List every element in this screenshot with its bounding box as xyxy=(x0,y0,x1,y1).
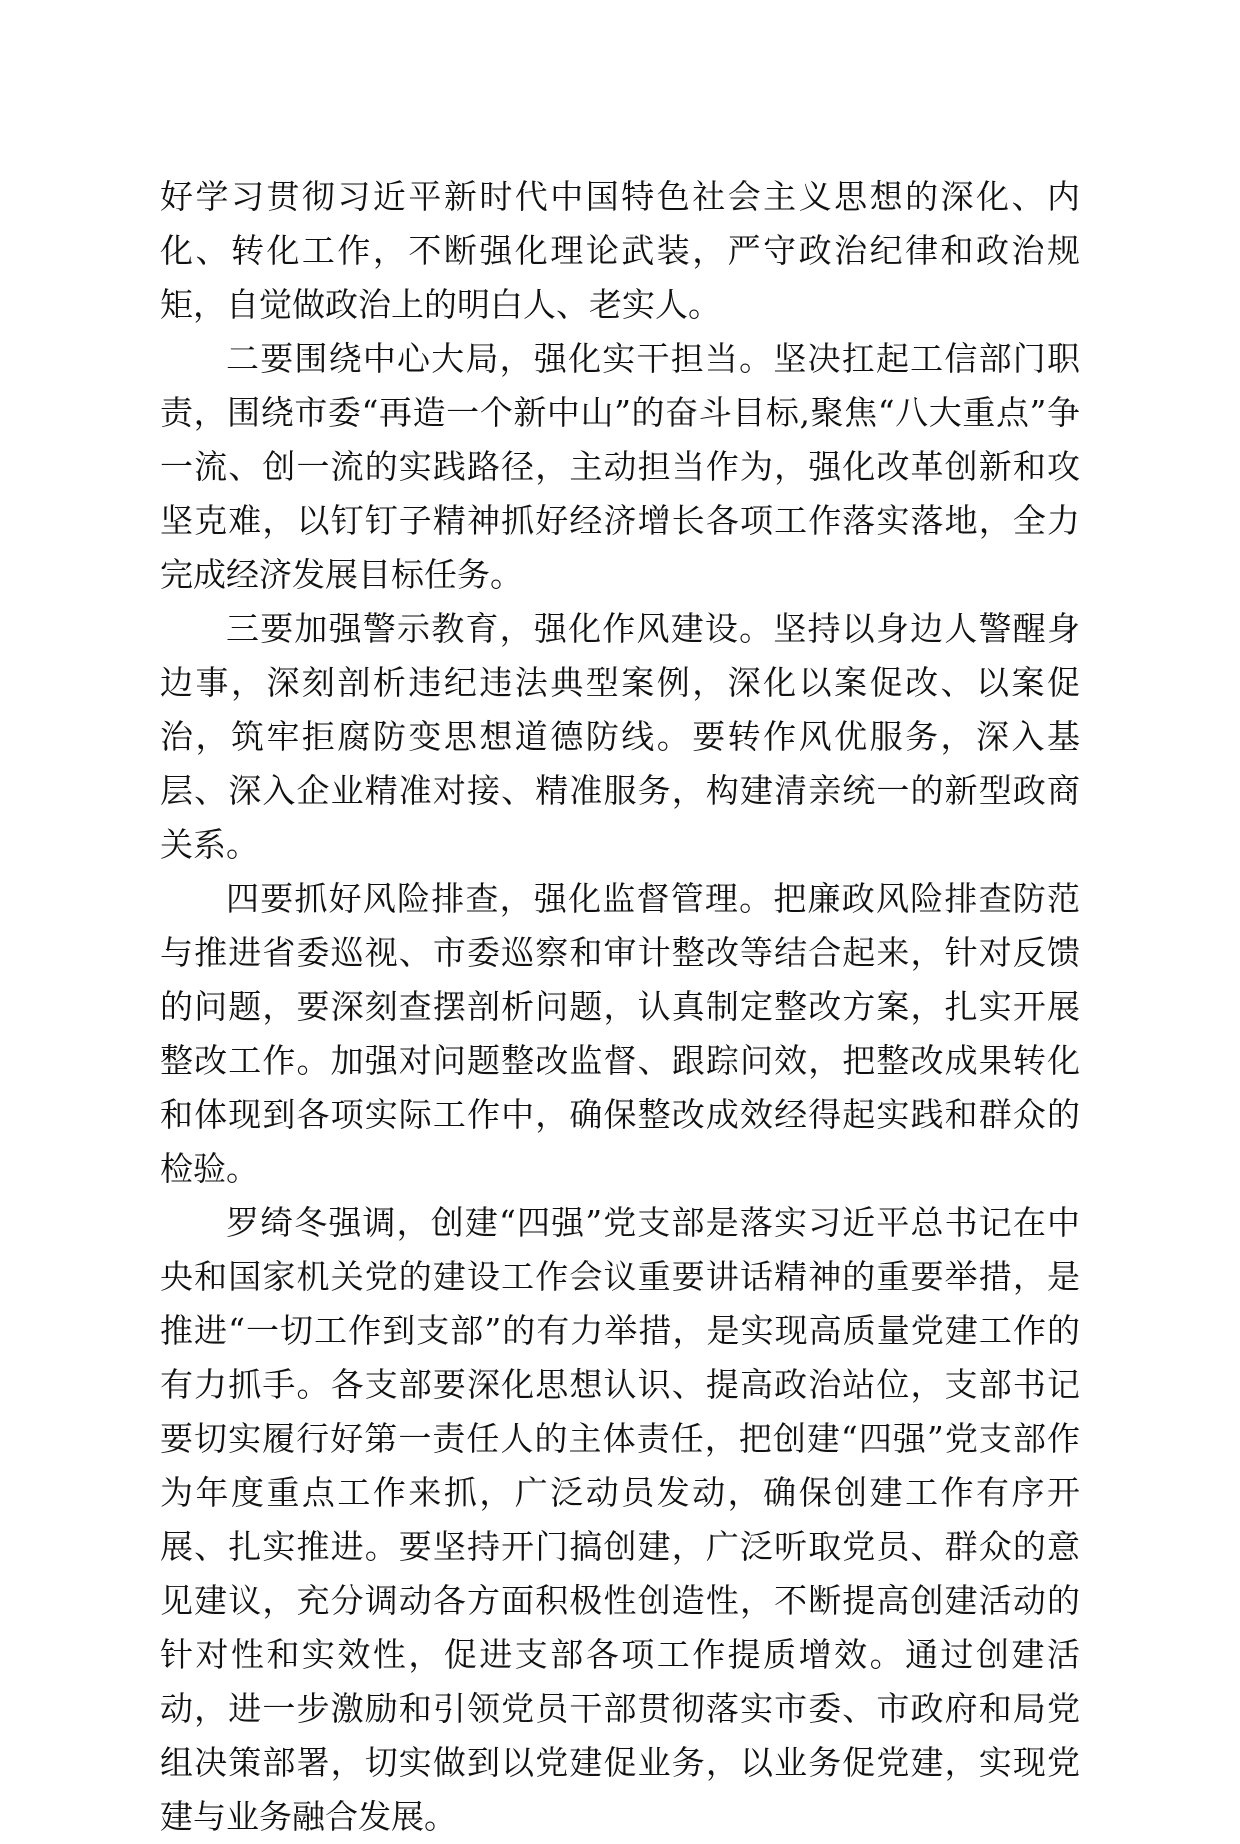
paragraph-continued: 好学习贯彻习近平新时代中国特色社会主义思想的深化、内化、转化工作，不断强化理论武装，严守政治纪律和政治规矩，自觉做政治上的明白人、老实人。 xyxy=(160,177,1080,324)
paragraph-emphasis: 罗绮冬强调，创建“四强”党支部是落实习近平总书记在中央和国家机关党的建设工作会议重要讲话精神的重要举措，是推进“一切工作到支部”的有力举措，是实现高质量党建工作的有力抓手。各支部要深化思想认识、提高政治站位，支部书记要切实履行好第一责任人的主体责任，把创建“四强”党支部作为年度重点工作来抓，广泛动员发动，确保创建工作有序开展、扎实推进。要坚持开门搞创建，广泛听取党员、群众的意见建议，充分调动各方面积极性创造性，不断提高创建活动的针对性和实效性，促进支部各项工作提质增效。通过创建活动，进一步激励和引领党员干部贯彻落实市委、市政府和局党组决策部署，切实做到以党建促业务，以业务促党建，实现党建与业务融合发展。 xyxy=(160,1203,1080,1836)
document-page xyxy=(160,170,1080,1844)
paragraph-point-four: 四要抓好风险排查，强化监督管理。把廉政风险排查防范与推进省委巡视、市委巡察和审计整改等结合起来，针对反馈的问题，要深刻查摆剖析问题，认真制定整改方案，扎实开展整改工作。加强对问题整改监督、跟踪问效，把整改成果转化和体现到各项实际工作中，确保整改成效经得起实践和群众的检验。 xyxy=(160,879,1080,1188)
paragraph-point-three: 三要加强警示教育，强化作风建设。坚持以身边人警醒身边事，深刻剖析违纪违法典型案例，深化以案促改、以案促治，筑牢拒腐防变思想道德防线。要转作风优服务，深入基层、深入企业精准对接、精准服务，构建清亲统一的新型政商关系。 xyxy=(160,609,1080,864)
paragraph-point-two: 二要围绕中心大局，强化实干担当。坚决扛起工信部门职责，围绕市委“再造一个新中山”的奋斗目标,聚焦“八大重点”争一流、创一流的实践路径，主动担当作为，强化改革创新和攻坚克难，以钉钉子精神抓好经济增长各项工作落实落地，全力完成经济发展目标任务。 xyxy=(160,339,1080,594)
